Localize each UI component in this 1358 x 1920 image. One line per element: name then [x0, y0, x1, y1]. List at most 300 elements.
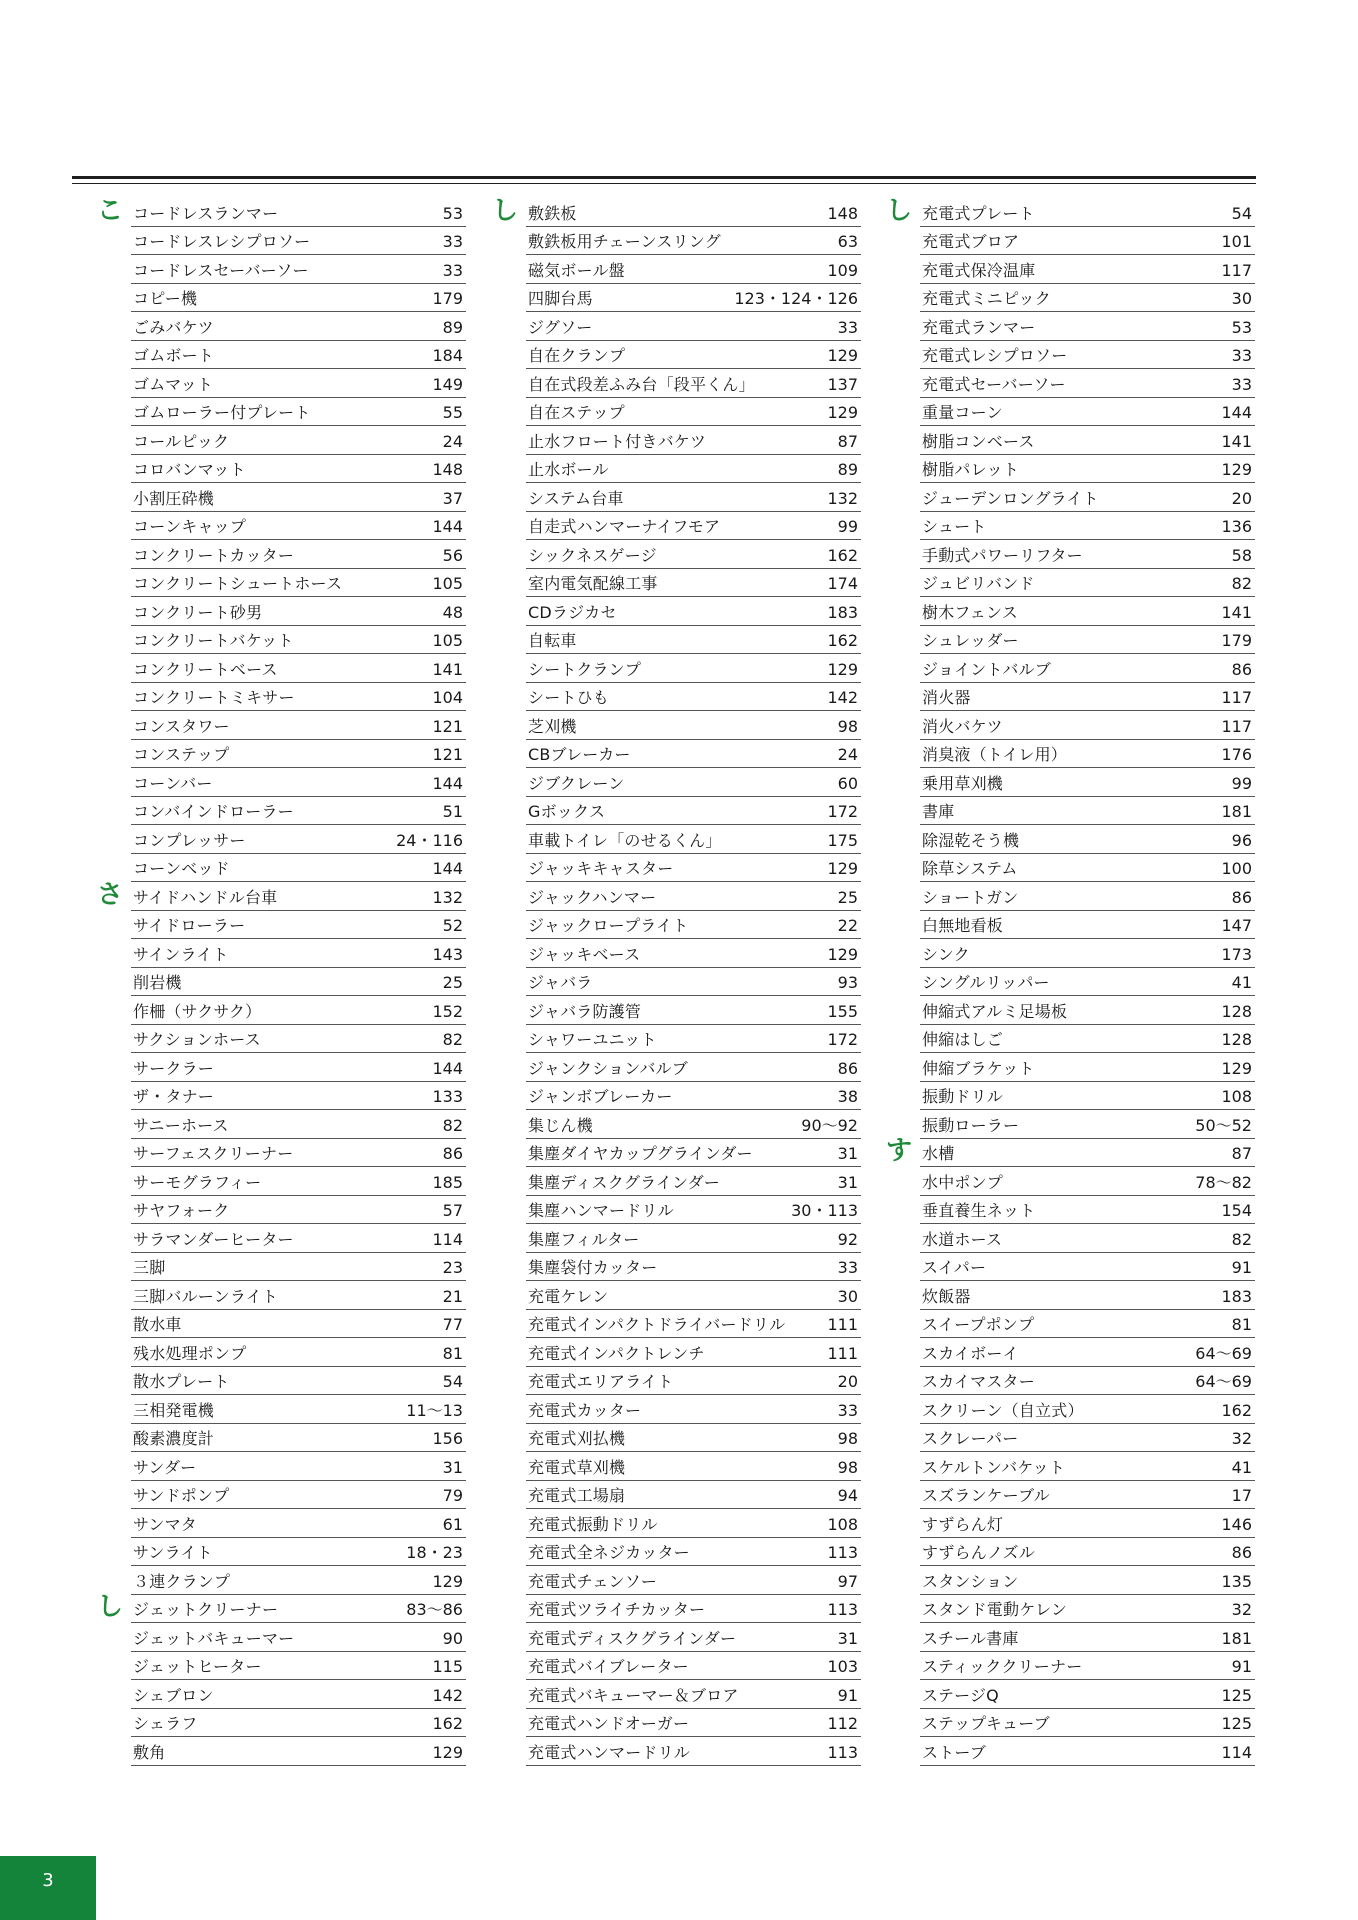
- entry-page: 51: [442, 802, 463, 821]
- entry-page: 129: [827, 859, 858, 878]
- index-entry: [526, 1110, 861, 1139]
- entry-page: 86: [1231, 887, 1252, 907]
- index-entry: [526, 1139, 861, 1168]
- index-entry: [131, 1709, 466, 1738]
- entry-page: 121: [432, 716, 463, 736]
- entry-name: コンクリートミキサー: [133, 688, 295, 707]
- entry-name: 消臭液（トイレ用）: [922, 745, 1068, 764]
- index-entry: [526, 1224, 861, 1253]
- index-entry: [131, 369, 466, 398]
- index-entry: [131, 455, 466, 484]
- index-entry: [920, 911, 1255, 940]
- entry-page: 56: [442, 545, 463, 565]
- index-entry: [131, 398, 466, 427]
- entry-name: CBブレーカー: [528, 745, 631, 764]
- index-entry: [526, 227, 861, 256]
- entry-name: 充電式刈払機: [528, 1429, 626, 1448]
- kana-section-marker: こ: [97, 195, 124, 226]
- entry-name: シェラフ: [133, 1714, 198, 1733]
- index-entry: [920, 1025, 1255, 1054]
- entry-name: 充電式ハンドオーガー: [528, 1714, 690, 1733]
- index-entry: [920, 1595, 1255, 1624]
- entry-name: 三脚: [133, 1258, 166, 1277]
- index-entry: [526, 1737, 861, 1766]
- index-entry: [131, 626, 466, 655]
- entry-name: ジャンボブレーカー: [528, 1087, 673, 1106]
- index-entry: [492, 195, 861, 227]
- index-entry: [920, 255, 1255, 284]
- entry-name: シンク: [922, 944, 970, 964]
- index-entry: [920, 1167, 1255, 1196]
- index-entry: [526, 1367, 861, 1396]
- entry-page: 121: [432, 745, 463, 764]
- entry-page: 30: [837, 1286, 858, 1306]
- entry-name: 振動ローラー: [922, 1115, 1020, 1135]
- index-entry: [920, 939, 1255, 968]
- index-entry: [920, 882, 1255, 911]
- index-entry: [920, 1053, 1255, 1082]
- index-column-3: [886, 195, 1255, 1766]
- entry-name: 敷鉄板用チェーンスリング: [528, 232, 721, 251]
- index-entry: [131, 1566, 466, 1595]
- entry-name: 充電式保冷温庫: [922, 260, 1036, 280]
- entry-name: サンダー: [133, 1457, 197, 1477]
- entry-name: 三脚バルーンライト: [133, 1286, 279, 1306]
- entry-name: 振動ドリル: [922, 1087, 1004, 1106]
- entry-name: シュート: [922, 517, 987, 536]
- index-entry: [920, 312, 1255, 341]
- entry-page: 50〜52: [1195, 1115, 1252, 1135]
- entry-name: 白無地看板: [922, 916, 1004, 935]
- index-entry: [131, 284, 466, 313]
- index-entry: [131, 1452, 466, 1481]
- entry-name: 消火器: [922, 688, 971, 707]
- entry-page: 117: [1221, 716, 1252, 736]
- index-entry: [131, 740, 466, 769]
- entry-page: 143: [432, 944, 463, 964]
- index-entry: [920, 825, 1255, 854]
- index-entry: [526, 654, 861, 683]
- entry-name: サイドローラー: [133, 916, 246, 935]
- entry-page: 91: [1231, 1657, 1252, 1676]
- entry-name: ジェットクリーナー: [133, 1600, 279, 1619]
- index-entry: [920, 341, 1255, 370]
- index-entry: [131, 512, 466, 541]
- index-entry: [526, 1310, 861, 1339]
- entry-name: 充電式セーバーソー: [922, 374, 1066, 394]
- index-entry: [131, 1110, 466, 1139]
- entry-name: スチール書庫: [922, 1628, 1019, 1648]
- entry-page: 108: [827, 1514, 858, 1534]
- entry-name: 書庫: [922, 802, 955, 821]
- entry-page: 25: [837, 887, 858, 907]
- index-entry: [920, 1338, 1255, 1367]
- entry-name: 手動式パワーリフター: [922, 545, 1083, 565]
- entry-page: 33: [442, 232, 463, 251]
- entry-page: 141: [1221, 602, 1252, 622]
- entry-page: 125: [1221, 1714, 1252, 1733]
- entry-name: 止水ボール: [528, 460, 609, 479]
- entry-name: システム台車: [528, 488, 624, 508]
- index-entry: [131, 711, 466, 740]
- entry-page: 30・113: [791, 1201, 858, 1220]
- entry-name: 自在ステップ: [528, 403, 625, 422]
- index-entry: [131, 1395, 466, 1424]
- entry-page: 31: [837, 1144, 858, 1163]
- entry-page: 41: [1231, 973, 1252, 992]
- entry-page: 32: [1231, 1600, 1252, 1619]
- entry-name: コンクリートシュートホース: [133, 574, 343, 593]
- entry-page: 125: [1221, 1685, 1252, 1705]
- index-entry: [131, 1367, 466, 1396]
- entry-page: 54: [442, 1372, 463, 1391]
- entry-name: コンクリートカッター: [133, 545, 295, 565]
- entry-page: 162: [827, 631, 858, 650]
- entry-page: 24: [837, 745, 858, 764]
- index-entry: [886, 1136, 1255, 1168]
- kana-section-marker: し: [97, 1592, 124, 1622]
- entry-name: ゴムボート: [133, 346, 215, 365]
- index-entry: [920, 569, 1255, 598]
- index-entry: [920, 369, 1255, 398]
- index-entry: [131, 1509, 466, 1538]
- index-entry: [920, 740, 1255, 769]
- index-entry: [131, 1167, 466, 1196]
- entry-name: 集塵ディスクグラインダー: [528, 1172, 721, 1192]
- entry-page: 179: [432, 289, 463, 308]
- index-entry: [920, 768, 1255, 797]
- index-entry: [131, 1281, 466, 1310]
- entry-page: 93: [837, 973, 858, 992]
- entry-page: 155: [827, 1001, 858, 1021]
- entry-name: 磁気ボール盤: [528, 260, 625, 280]
- entry-page: 87: [1231, 1144, 1252, 1163]
- entry-page: 183: [1221, 1286, 1252, 1306]
- index-entry: [526, 740, 861, 769]
- entry-name: 敷角: [133, 1742, 166, 1762]
- index-entry: [131, 255, 466, 284]
- index-entry: [131, 312, 466, 341]
- index-entry: [526, 540, 861, 569]
- index-entry: [131, 1737, 466, 1766]
- index-entry: [920, 683, 1255, 712]
- entry-page: 57: [442, 1201, 463, 1220]
- index-entry: [526, 1680, 861, 1709]
- entry-name: スズランケーブル: [922, 1486, 1050, 1505]
- index-entry: [920, 1224, 1255, 1253]
- entry-page: 55: [442, 403, 463, 422]
- index-entry: [131, 854, 466, 883]
- entry-name: ジョイントバルブ: [922, 659, 1051, 679]
- index-entry: [526, 825, 861, 854]
- entry-page: 113: [827, 1543, 858, 1562]
- entry-page: 137: [827, 374, 858, 394]
- entry-name: 充電式ハンマードリル: [528, 1742, 691, 1762]
- index-entry: [526, 312, 861, 341]
- entry-name: シートクランプ: [528, 659, 642, 679]
- entry-page: 79: [442, 1486, 463, 1505]
- index-entry: [526, 939, 861, 968]
- entry-name: 充電ケレン: [528, 1286, 609, 1306]
- index-entry: [526, 569, 861, 598]
- entry-page: 111: [827, 1315, 858, 1334]
- entry-name: スイープポンプ: [922, 1315, 1035, 1334]
- entry-name: 炊飯器: [922, 1286, 971, 1306]
- entry-page: 98: [837, 1429, 858, 1448]
- index-entry: [526, 1395, 861, 1424]
- entry-page: 78〜82: [1195, 1172, 1252, 1192]
- entry-page: 23: [442, 1258, 463, 1277]
- entry-page: 52: [442, 916, 463, 935]
- entry-page: 17: [1231, 1486, 1252, 1505]
- entry-page: 183: [827, 602, 858, 622]
- entry-name: ジブクレーン: [528, 773, 625, 793]
- entry-name: 充電式草刈機: [528, 1457, 626, 1477]
- entry-page: 154: [1221, 1201, 1252, 1220]
- index-entry: [131, 569, 466, 598]
- entry-page: 142: [432, 1685, 463, 1705]
- index-entry: [131, 540, 466, 569]
- entry-name: ステージQ: [922, 1685, 999, 1705]
- entry-page: 152: [432, 1001, 463, 1021]
- entry-page: 144: [432, 859, 463, 878]
- index-entry: [131, 227, 466, 256]
- entry-name: サーモグラフィー: [133, 1172, 262, 1192]
- index-entry: [526, 284, 861, 313]
- entry-page: 176: [1221, 745, 1252, 764]
- entry-name: 散水プレート: [133, 1372, 230, 1391]
- entry-page: 114: [1221, 1742, 1252, 1762]
- index-entry: [920, 483, 1255, 512]
- entry-name: 酸素濃度計: [133, 1429, 215, 1448]
- entry-page: 81: [442, 1343, 463, 1363]
- entry-page: 33: [1231, 346, 1252, 365]
- index-entry: [131, 1310, 466, 1339]
- entry-page: 91: [837, 1685, 858, 1705]
- entry-page: 114: [432, 1229, 463, 1249]
- entry-page: 89: [837, 460, 858, 479]
- entry-name: 散水車: [133, 1315, 182, 1334]
- entry-name: シェブロン: [133, 1685, 214, 1705]
- entry-name: コードレスランマー: [133, 203, 279, 223]
- kana-section-marker: し: [886, 195, 913, 226]
- entry-name: 充電式振動ドリル: [528, 1514, 658, 1534]
- index-entry: [131, 1139, 466, 1168]
- entry-page: 98: [837, 716, 858, 736]
- entry-name: 樹脂パレット: [922, 460, 1020, 479]
- entry-name: ごみバケツ: [133, 317, 214, 337]
- index-entry: [920, 1424, 1255, 1453]
- entry-name: 伸縮はしご: [922, 1030, 1004, 1049]
- entry-name: ジャバラ防護管: [528, 1001, 642, 1021]
- index-entry: [526, 1196, 861, 1225]
- index-entry: [526, 455, 861, 484]
- entry-page: 174: [827, 574, 858, 593]
- entry-name: 水道ホース: [922, 1229, 1003, 1249]
- entry-name: ステップキューブ: [922, 1714, 1050, 1733]
- entry-name: 集塵ハンマードリル: [528, 1201, 674, 1220]
- entry-page: 82: [442, 1115, 463, 1135]
- index-entry: [920, 1680, 1255, 1709]
- entry-page: 115: [432, 1657, 463, 1676]
- entry-name: ジャックハンマー: [528, 887, 657, 907]
- entry-page: 146: [1221, 1514, 1252, 1534]
- entry-page: 33: [837, 1258, 858, 1277]
- entry-name: スタンド電動ケレン: [922, 1600, 1068, 1619]
- index-entry: [920, 1110, 1255, 1139]
- entry-name: 充電式工場扇: [528, 1486, 626, 1505]
- index-entry: [131, 1481, 466, 1510]
- index-entry: [920, 797, 1255, 826]
- entry-page: 147: [1221, 916, 1252, 935]
- entry-name: 充電式ディスクグラインダー: [528, 1628, 737, 1648]
- index-entry: [131, 1680, 466, 1709]
- entry-page: 53: [442, 203, 463, 223]
- index-entry: [526, 341, 861, 370]
- entry-name: 自走式ハンマーナイフモア: [528, 517, 721, 536]
- entry-name: スティッククリーナー: [922, 1657, 1083, 1676]
- entry-name: 重量コーン: [922, 403, 1003, 422]
- entry-page: 172: [827, 802, 858, 821]
- entry-name: スカイマスター: [922, 1372, 1035, 1391]
- index-entry: [526, 1538, 861, 1567]
- index-entry: [131, 768, 466, 797]
- entry-name: コールピック: [133, 431, 230, 451]
- entry-name: 充電式ランマー: [922, 317, 1036, 337]
- page-number-tab: [0, 1856, 96, 1920]
- entry-name: 充電式インパクトドライバードリル: [528, 1315, 786, 1334]
- entry-page: 141: [1221, 431, 1252, 451]
- entry-name: 作柵（サクサク）: [133, 1001, 262, 1021]
- index-entry: [920, 1082, 1255, 1111]
- entry-name: コーンベッド: [133, 859, 230, 878]
- entry-page: 11〜13: [406, 1400, 463, 1420]
- index-entry: [920, 1481, 1255, 1510]
- index-entry: [526, 996, 861, 1025]
- entry-name: スカイボーイ: [922, 1343, 1019, 1363]
- index-entry: [131, 341, 466, 370]
- index-entry: [131, 1424, 466, 1453]
- entry-page: 132: [827, 488, 858, 508]
- index-entry: [131, 996, 466, 1025]
- entry-page: 185: [432, 1172, 463, 1192]
- entry-page: 162: [827, 545, 858, 565]
- entry-name: サニーホース: [133, 1115, 229, 1135]
- index-entry: [920, 996, 1255, 1025]
- index-entry: [920, 1509, 1255, 1538]
- entry-name: 集塵ダイヤカップグラインダー: [528, 1144, 753, 1163]
- entry-name: ３連クランプ: [133, 1571, 231, 1591]
- index-entry: [131, 426, 466, 455]
- entry-name: ジュビリバンド: [922, 574, 1035, 593]
- index-entry: [920, 398, 1255, 427]
- index-entry: [131, 483, 466, 512]
- entry-page: 98: [837, 1457, 858, 1477]
- index-entry: [920, 1652, 1255, 1681]
- entry-name: サーフェスクリーナー: [133, 1144, 294, 1163]
- entry-page: 105: [432, 631, 463, 650]
- entry-page: 31: [442, 1457, 463, 1477]
- index-entry: [131, 1196, 466, 1225]
- entry-page: 129: [1221, 460, 1252, 479]
- entry-name: 芝刈機: [528, 716, 577, 736]
- entry-page: 111: [827, 1343, 858, 1363]
- entry-name: ザ・タナー: [133, 1087, 215, 1106]
- entry-page: 21: [442, 1286, 463, 1306]
- entry-name: 除草システム: [922, 859, 1018, 878]
- entry-page: 31: [837, 1628, 858, 1648]
- entry-page: 181: [1221, 1628, 1252, 1648]
- entry-page: 129: [432, 1571, 463, 1591]
- entry-name: 充電式バイブレーター: [528, 1657, 689, 1676]
- index-entry: [131, 1338, 466, 1367]
- index-entry: [526, 626, 861, 655]
- entry-page: 179: [1221, 631, 1252, 650]
- entry-page: 20: [1231, 488, 1252, 508]
- page-number: 3: [42, 1870, 54, 1891]
- entry-page: 20: [837, 1372, 858, 1391]
- entry-name: CDラジカセ: [528, 602, 617, 622]
- index-entry: [131, 1538, 466, 1567]
- entry-name: コードレスレシプロソー: [133, 232, 311, 251]
- entry-name: コードレスセーバーソー: [133, 260, 309, 280]
- entry-name: 垂直養生ネット: [922, 1201, 1036, 1220]
- index-entry: [131, 1652, 466, 1681]
- index-entry: [526, 1424, 861, 1453]
- index-entry: [920, 1452, 1255, 1481]
- entry-name: 集じん機: [528, 1115, 593, 1135]
- entry-page: 175: [827, 830, 858, 850]
- index-entry: [526, 398, 861, 427]
- entry-page: 129: [827, 944, 858, 964]
- index-entry: [131, 1224, 466, 1253]
- entry-page: 149: [432, 374, 463, 394]
- index-entry: [920, 426, 1255, 455]
- index-entry: [526, 1452, 861, 1481]
- index-entry: [920, 1196, 1255, 1225]
- entry-page: 41: [1231, 1457, 1252, 1477]
- entry-name: コンバインドローラー: [133, 802, 294, 821]
- entry-page: 184: [432, 346, 463, 365]
- entry-name: コンプレッサー: [133, 830, 246, 850]
- entry-page: 32: [1231, 1429, 1252, 1448]
- entry-name: サラマンダーヒーター: [133, 1229, 294, 1249]
- index-entry: [526, 1338, 861, 1367]
- entry-name: 伸縮式アルミ足場板: [922, 1001, 1068, 1021]
- entry-name: サンドポンプ: [133, 1486, 230, 1505]
- index-entry: [920, 1566, 1255, 1595]
- index-entry: [920, 597, 1255, 626]
- index-entry: [131, 825, 466, 854]
- entry-page: 142: [827, 688, 858, 707]
- entry-name: ゴムローラー付プレート: [133, 403, 311, 422]
- index-entry: [131, 1623, 466, 1652]
- entry-name: コロバンマット: [133, 460, 246, 479]
- entry-page: 132: [432, 887, 463, 907]
- entry-page: 173: [1221, 944, 1252, 964]
- entry-name: サクションホース: [133, 1030, 261, 1049]
- entry-name: スイパー: [922, 1258, 987, 1277]
- entry-name: 自転車: [528, 631, 577, 650]
- entry-name: ジューデンロングライト: [922, 488, 1099, 508]
- index-entry: [526, 1709, 861, 1738]
- index-entry: [131, 654, 466, 683]
- entry-name: コンステップ: [133, 745, 230, 764]
- entry-page: 53: [1231, 317, 1252, 337]
- index-entry: [920, 1538, 1255, 1567]
- entry-page: 94: [837, 1486, 858, 1505]
- index-entry: [131, 797, 466, 826]
